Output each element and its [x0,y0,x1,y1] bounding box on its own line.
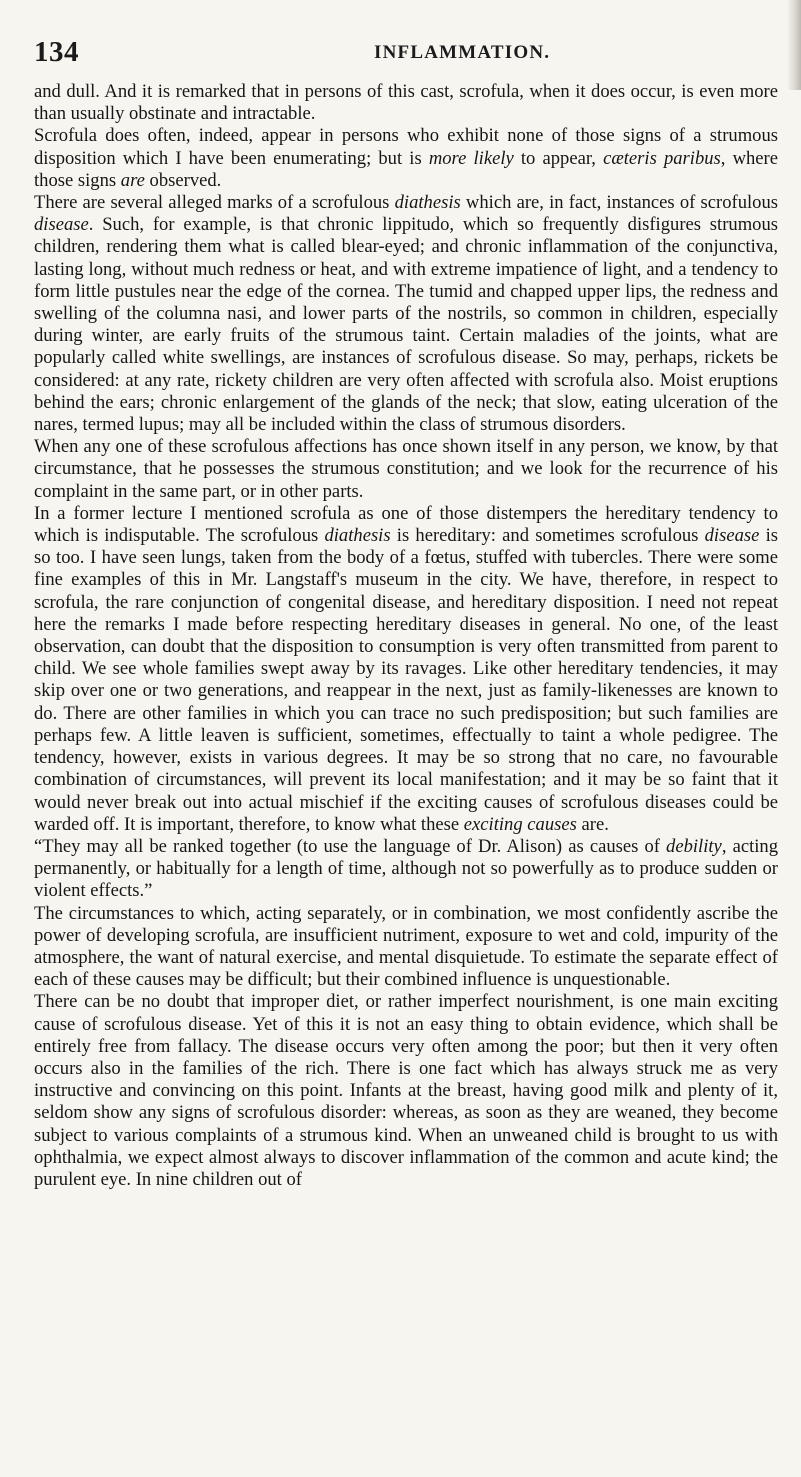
italic-text: diathesis [394,192,461,214]
text-run: . Such, for example, is that chronic lippitudo, which so frequently disfigures strumous children, rendering them what is called blear-eyed; and chronic inflammation of the conjunctiva, lasting long, without much redness or heat, and with extreme impatience of light, and a tendency to form little pustules near the edge of the cornea. The tumid and chapped upper lips, the redness and swelling of the columna nasi, and lower parts of the nostrils, so common in children, especially during winter, are early fruits of the strumous taint. Certain maladies of the joints, what are popularly called white swellings, are instances of scrofulous disease. So may, perhaps, rickets be considered: at any rate, rickety children are very often affected with scrofula also. Moist eruptions behind the ears; chronic enlargement of the glands of the neck; that slow, eating ulceration of the nares, termed lupus; may all be included within the class of strumous disorders. [34,214,778,436]
text-run: There can be no doubt that improper diet, or rather imperfect nourishment, is one main exciting cause of scrofulous disease. Yet of this it is not an easy thing to obtain evidence, which shall be entirely free from fallacy. The disease occurs very often among the poor; but then it very often occurs also in the families of the rich. There is one fact which has always struck me as very instructive and convincing on this point. Infants at the breast, having good milk and plenty of it, seldom show any signs of scrofulous disorder: whereas, as soon as they are weaned, they become subject to various complaints of a strumous kind. When an unweaned child is brought to us with ophthalmia, we expect almost always to discover inflammation of the common and acute kind; the purulent eye. In nine children out of [34,991,778,1190]
italic-text: disease [704,525,760,547]
paragraph [34,81,778,125]
paragraph [34,836,778,903]
text-run: There are several alleged marks of a scrofulous [34,192,395,214]
paragraph [34,503,778,836]
page-edge-shadow [787,0,801,90]
running-head: INFLAMMATION. [374,42,551,63]
italic-text: more likely [428,147,514,169]
italic-text: debility [666,835,722,857]
paragraph [34,125,778,192]
text-run: observed. [144,169,222,191]
text-run: which are, in fact, instances of scrofulous [460,192,778,214]
text-run: are. [576,813,609,835]
text-run: is hereditary: and sometimes scrofulous [390,525,705,547]
body-text [34,81,778,1191]
text-run: to appear, [513,147,604,169]
text-run: The circumstances to which, acting separately, or in combination, we most confidently ascribe the power of developing scrofula, are insufficient nutriment, exposure to wet and cold, impurity of the atmosphere, the want of natural exercise, and mental disquietude. To estimate the separate effect of each of these causes may be difficult; but their combined influence is unquestionable. [34,902,778,991]
text-run: , where those signs [34,147,778,191]
paragraph [34,192,778,436]
text-run: “They may all be ranked together (to use the language of Dr. Alison) as causes of [34,835,667,857]
text-run: , acting permanently, or habitually for a length of time, although not so powerfully as to produce sudden or violent effects.” [34,835,778,902]
paragraph [34,903,778,992]
text-run: Scrofula does often, indeed, appear in persons who exhibit none of those signs of a strumous disposition which I have been enumerating; but is [34,125,778,169]
paragraph [34,991,778,1191]
text-run: is so too. I have seen lungs, taken from the body of a fœtus, stuffed with tubercles. There were some fine examples of this in Mr. Langstaff's museum in the city. We have, therefore, in respect to scrofula, the rare conjunction of congenital disease, and hereditary disposition. I need not repeat here the remarks I made before respecting hereditary diseases in general. No one, of the least observation, can doubt that the disposition to consumption is very often transmitted from parent to child. We see whole families swept away by its ravages. Like other hereditary tendencies, it may skip over one or two generations, and reappear in the next, just as family-likenesses are known to do. There are other families in which you can trace no such predisposition; but such families are perhaps few. A little leaven is sufficient, sometimes, effectually to taint a whole pedigree. The tendency, however, exists in various degrees. It may be so strong that no care, no favourable combination of circumstances, will prevent its local manifestation; and it may be so faint that it would never break out into actual mischief if the exciting causes of scrofulous diseases could be warded off. It is important, therefore, to know what these [34,525,778,835]
text-run: and dull. And it is remarked that in persons of this cast, scrofula, when it does occur, is even more than usually obstinate and intractable. [34,81,778,125]
text-run: In a former lecture I mentioned scrofula as one of those distempers the hereditary tendency to which is indisputable. The scrofulous [34,502,778,547]
italic-text: cæteris paribus [603,147,721,169]
page-number: 134 [34,36,79,68]
text-run: When any one of these scrofulous affections has once shown itself in any person, we know, by that circumstance, that he possesses the strumous constitution; and we look for the recurrence of his complaint in the same part, or in other parts. [34,436,778,502]
italic-text: exciting causes [463,813,577,835]
paragraph [34,436,778,503]
italic-text: disease [34,214,89,236]
italic-text: are [120,169,145,191]
italic-text: diathesis [324,525,391,547]
page-header [34,36,779,76]
